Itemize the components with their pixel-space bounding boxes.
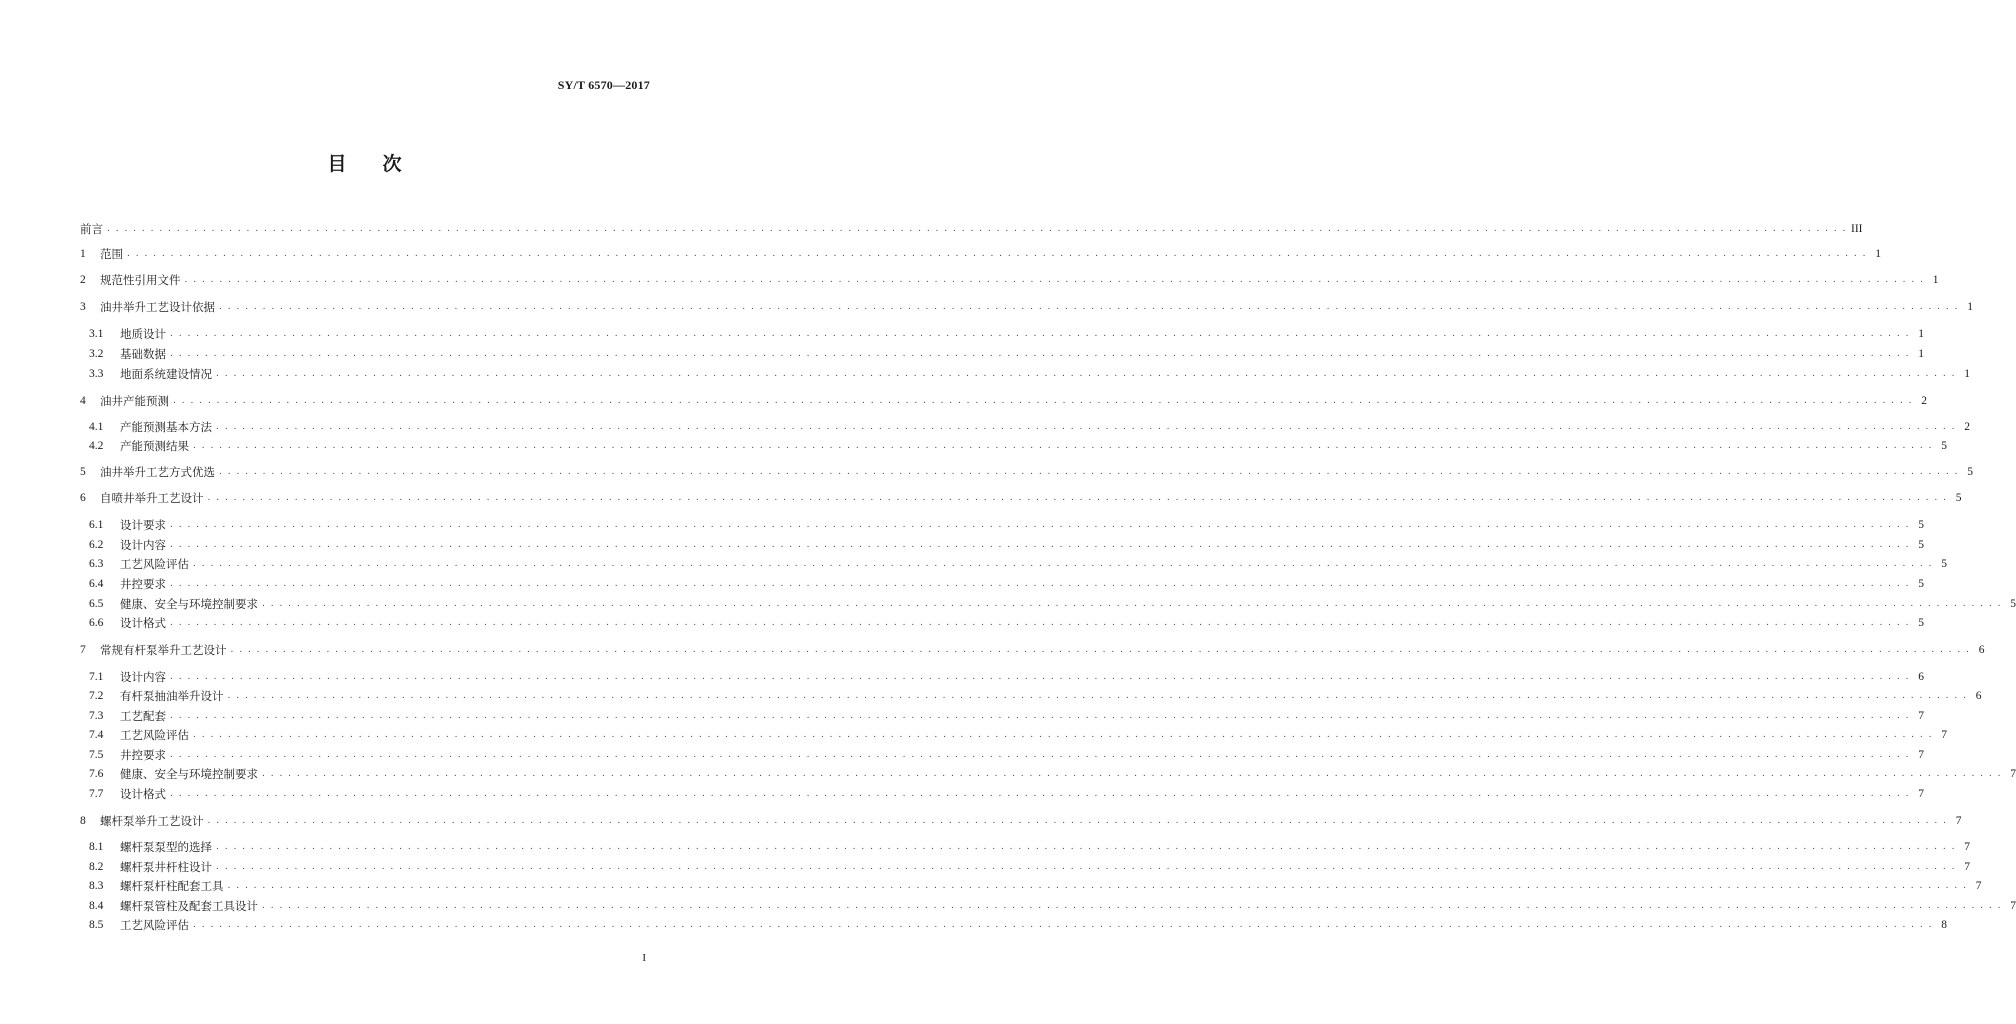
toc-entry-number: 3.3 [89,368,104,380]
toc-entry-page: 7 [1975,880,1982,892]
toc-entry-page: 5 [1918,578,1924,590]
toc-entry-number: 8 [80,815,86,827]
toc-entry[interactable] [80,555,1947,573]
toc-entry-number: 4.2 [89,440,104,452]
toc-entry-title: 螺杆泵管柱及配套工具设计 [120,899,258,913]
toc-entry[interactable] [80,298,1973,316]
toc-entry-title: 健康、安全与环境控制要求 [120,767,258,781]
toc-entry-page: 8 [1941,919,1947,931]
toc-entry-title: 规范性引用文件 [100,273,181,287]
toc-entry-title: 油井举升工艺设计依据 [100,300,215,314]
toc-entry-number: 7.1 [89,671,104,683]
toc-entry-number: 2 [80,274,86,286]
toc-entry-page: 5 [1967,466,1973,478]
toc-entry[interactable] [80,245,1881,263]
page-number: I [642,952,646,964]
toc-entry[interactable] [80,325,1924,343]
toc-leader-dots: . . . . . . . . . . . . . . . . . . . . . . . . . . . . . . . . . . . . . . . . . . . . . . . . . . . . . . . . . . . . . . . . . . . . . . . . . . . . . . . . . . . . . . . . . . . . . . . . . . . . . . . . . . . . . . . . . . . . . . . . . . . . . . . . . . . . . . . . . . . . . . . . . . . . . . . . . . . . . . . . . . . . . . . . . . . . . . . . . . . . . . . . . . . . . . . . . . . . . . . . [219,302,1959,312]
toc-entry-page: 7 [1918,788,1924,800]
toc-entry-title: 设计格式 [120,616,166,630]
toc-entry[interactable] [80,220,1863,238]
toc-leader-dots: . . . . . . . . . . . . . . . . . . . . . . . . . . . . . . . . . . . . . . . . . . . . . . . . . . . . . . . . . . . . . . . . . . . . . . . . . . . . . . . . . . . . . . . . . . . . . . . . . . . . . . . . . . . . . . . . . . . . . . . . . . . . . . . . . . . . . . . . . . . . . . . . . . . . . . . . . . . . . . . . . . . . . . . . . . . . . . . . . . . . . . . . . . . . . . . . . . . . . . . . [170,672,1910,682]
toc-entry[interactable] [80,726,1947,744]
toc-entry-number: 7.3 [89,710,104,722]
toc-entry-page: 5 [1918,617,1924,629]
toc-entry[interactable] [80,641,1985,659]
toc-leader-dots: . . . . . . . . . . . . . . . . . . . . . . . . . . . . . . . . . . . . . . . . . . . . . . . . . . . . . . . . . . . . . . . . . . . . . . . . . . . . . . . . . . . . . . . . . . . . . . . . . . . . . . . . . . . . . . . . . . . . . . . . . . . . . . . . . . . . . . . . . . . . . . . . . . . . . . . . . . . . . . . . . . . . . . . . . . . . . . . . . . . . . . . . . . . . . . . . . . . . . . . . [193,730,1933,740]
toc-entry-title: 产能预测基本方法 [120,420,212,434]
toc-leader-dots: . . . . . . . . . . . . . . . . . . . . . . . . . . . . . . . . . . . . . . . . . . . . . . . . . . . . . . . . . . . . . . . . . . . . . . . . . . . . . . . . . . . . . . . . . . . . . . . . . . . . . . . . . . . . . . . . . . . . . . . . . . . . . . . . . . . . . . . . . . . . . . . . . . . . . . . . . . . . . . . . . . . . . . . . . . . . . . . . . . . . . . . . . . . . . . . . . . . . . . . . [207,493,1948,503]
toc-entry-title: 健康、安全与环境控制要求 [120,597,258,611]
toc-entry-title: 工艺风险评估 [120,557,189,571]
toc-leader-dots: . . . . . . . . . . . . . . . . . . . . . . . . . . . . . . . . . . . . . . . . . . . . . . . . . . . . . . . . . . . . . . . . . . . . . . . . . . . . . . . . . . . . . . . . . . . . . . . . . . . . . . . . . . . . . . . . . . . . . . . . . . . . . . . . . . . . . . . . . . . . . . . . . . . . . . . . . . . . . . . . . . . . . . . . . . . . . . . . . . . . . . . . . . . . . . . . . . . . . . . . [170,329,1910,339]
toc-entry-number: 7 [80,644,86,656]
toc-entry[interactable] [80,418,1970,436]
toc-entry-title: 螺杆泵井杆柱设计 [120,860,212,874]
toc-entry-page: 7 [1955,815,1962,827]
toc-leader-dots: . . . . . . . . . . . . . . . . . . . . . . . . . . . . . . . . . . . . . . . . . . . . . . . . . . . . . . . . . . . . . . . . . . . . . . . . . . . . . . . . . . . . . . . . . . . . . . . . . . . . . . . . . . . . . . . . . . . . . . . . . . . . . . . . . . . . . . . . . . . . . . . . . . . . . . . . . . . . . . . . . . . . . . . . . . . . . . . . . . . . . . . . . . . . . . . . . . . . . . . . [262,599,2002,609]
toc-leader-dots: . . . . . . . . . . . . . . . . . . . . . . . . . . . . . . . . . . . . . . . . . . . . . . . . . . . . . . . . . . . . . . . . . . . . . . . . . . . . . . . . . . . . . . . . . . . . . . . . . . . . . . . . . . . . . . . . . . . . . . . . . . . . . . . . . . . . . . . . . . . . . . . . . . . . . . . . . . . . . . . . . . . . . . . . . . . . . . . . . . . . . . . . . . . . . . . . . . . . . . . . [127,249,1867,259]
toc-entry-number: 6.5 [89,598,104,610]
toc-leader-dots: . . . . . . . . . . . . . . . . . . . . . . . . . . . . . . . . . . . . . . . . . . . . . . . . . . . . . . . . . . . . . . . . . . . . . . . . . . . . . . . . . . . . . . . . . . . . . . . . . . . . . . . . . . . . . . . . . . . . . . . . . . . . . . . . . . . . . . . . . . . . . . . . . . . . . . . . . . . . . . . . . . . . . . . . . . . . . . . . . . . . . . . . . . . . . . . . . . . . . . . . [170,540,1910,550]
toc-entry-number: 8.5 [89,919,104,931]
toc-entry-number: 7.7 [89,788,104,800]
toc-entry[interactable] [80,595,2016,613]
toc-entry-number: 7.2 [89,690,104,702]
toc-entry-page: 7 [2010,768,2016,780]
toc-entry-page: 6 [1978,644,1985,656]
toc-entry-page: 1 [1918,348,1924,360]
toc-leader-dots: . . . . . . . . . . . . . . . . . . . . . . . . . . . . . . . . . . . . . . . . . . . . . . . . . . . . . . . . . . . . . . . . . . . . . . . . . . . . . . . . . . . . . . . . . . . . . . . . . . . . . . . . . . . . . . . . . . . . . . . . . . . . . . . . . . . . . . . . . . . . . . . . . . . . . . . . . . . . . . . . . . . . . . . . . . . . . . . . . . . . . . . . . . . . . . . . . . . . . . . . [170,618,1910,628]
toc-entry-page: 5 [2010,598,2016,610]
toc-entry-page: 7 [1964,861,1970,873]
toc-entry-page: 2 [1921,395,1927,407]
toc-entry-title: 常规有杆泵举升工艺设计 [100,643,227,657]
toc-entry-page: 7 [1918,710,1924,722]
toc-leader-dots: . . . . . . . . . . . . . . . . . . . . . . . . . . . . . . . . . . . . . . . . . . . . . . . . . . . . . . . . . . . . . . . . . . . . . . . . . . . . . . . . . . . . . . . . . . . . . . . . . . . . . . . . . . . . . . . . . . . . . . . . . . . . . . . . . . . . . . . . . . . . . . . . . . . . . . . . . . . . . . . . . . . . . . . . . . . . . . . . . . . . . . . . . . . . . . . . . . . . . . . . [193,920,1933,930]
toc-entry[interactable] [80,765,2016,783]
toc-entry[interactable] [80,489,1962,507]
toc-entry[interactable] [80,463,1973,481]
toc-entry[interactable] [80,365,1970,383]
toc-entry-title: 工艺配套 [120,709,166,723]
toc-leader-dots: . . . . . . . . . . . . . . . . . . . . . . . . . . . . . . . . . . . . . . . . . . . . . . . . . . . . . . . . . . . . . . . . . . . . . . . . . . . . . . . . . . . . . . . . . . . . . . . . . . . . . . . . . . . . . . . . . . . . . . . . . . . . . . . . . . . . . . . . . . . . . . . . . . . . . . . . . . . . . . . . . . . . . . . . . . . . . . . . . . . . . . . . . . . . . . . . . . . . . . . . [193,559,1933,569]
toc-entry-title: 螺杆泵泵型的选择 [120,840,212,854]
toc-entry-number: 7.4 [89,729,104,741]
toc-leader-dots: . . . . . . . . . . . . . . . . . . . . . . . . . . . . . . . . . . . . . . . . . . . . . . . . . . . . . . . . . . . . . . . . . . . . . . . . . . . . . . . . . . . . . . . . . . . . . . . . . . . . . . . . . . . . . . . . . . . . . . . . . . . . . . . . . . . . . . . . . . . . . . . . . . . . . . . . . . . . . . . . . . . . . . . . . . . . . . . . . . . . . . . . . . . . . . . . . . . . . . . . [227,881,1968,891]
toc-entry[interactable] [80,785,1924,803]
toc-leader-dots: . . . . . . . . . . . . . . . . . . . . . . . . . . . . . . . . . . . . . . . . . . . . . . . . . . . . . . . . . . . . . . . . . . . . . . . . . . . . . . . . . . . . . . . . . . . . . . . . . . . . . . . . . . . . . . . . . . . . . . . . . . . . . . . . . . . . . . . . . . . . . . . . . . . . . . . . . . . . . . . . . . . . . . . . . . . . . . . . . . . . . . . . . . . . . . . . . . . . . . . . [216,842,1956,852]
toc-entry-title: 油井产能预测 [100,394,169,408]
toc-entry-page: 1 [1918,328,1924,340]
toc-entry-number: 5 [80,466,86,478]
toc-entry-title: 地质设计 [120,327,166,341]
toc-entry[interactable] [80,437,1947,455]
toc-entry-number: 6.4 [89,578,104,590]
toc-entry-page: 6 [1975,690,1982,702]
table-of-contents [80,0,2016,1000]
toc-entry-title: 范围 [100,247,123,261]
toc-entry-page: 1 [1964,368,1970,380]
toc-entry-page: 5 [1918,539,1924,551]
toc-entry-title: 地面系统建设情况 [120,367,212,381]
toc-entry-number: 8.1 [89,841,104,853]
toc-leader-dots: . . . . . . . . . . . . . . . . . . . . . . . . . . . . . . . . . . . . . . . . . . . . . . . . . . . . . . . . . . . . . . . . . . . . . . . . . . . . . . . . . . . . . . . . . . . . . . . . . . . . . . . . . . . . . . . . . . . . . . . . . . . . . . . . . . . . . . . . . . . . . . . . . . . . . . . . . . . . . . . . . . . . . . . . . . . . . . . . . . . . . . . . . . . . . . . . . . . . . . . . [170,349,1910,359]
toc-leader-dots: . . . . . . . . . . . . . . . . . . . . . . . . . . . . . . . . . . . . . . . . . . . . . . . . . . . . . . . . . . . . . . . . . . . . . . . . . . . . . . . . . . . . . . . . . . . . . . . . . . . . . . . . . . . . . . . . . . . . . . . . . . . . . . . . . . . . . . . . . . . . . . . . . . . . . . . . . . . . . . . . . . . . . . . . . . . . . . . . . . . . . . . . . . . . . . . . . . . . . . . . [216,369,1956,379]
toc-leader-dots: . . . . . . . . . . . . . . . . . . . . . . . . . . . . . . . . . . . . . . . . . . . . . . . . . . . . . . . . . . . . . . . . . . . . . . . . . . . . . . . . . . . . . . . . . . . . . . . . . . . . . . . . . . . . . . . . . . . . . . . . . . . . . . . . . . . . . . . . . . . . . . . . . . . . . . . . . . . . . . . . . . . . . . . . . . . . . . . . . . . . . . . . . . . . . . . . . . . . . . . . [219,467,1959,477]
toc-entry[interactable] [80,746,1924,764]
toc-leader-dots: . . . . . . . . . . . . . . . . . . . . . . . . . . . . . . . . . . . . . . . . . . . . . . . . . . . . . . . . . . . . . . . . . . . . . . . . . . . . . . . . . . . . . . . . . . . . . . . . . . . . . . . . . . . . . . . . . . . . . . . . . . . . . . . . . . . . . . . . . . . . . . . . . . . . . . . . . . . . . . . . . . . . . . . . . . . . . . . . . . . . . . . . . . . . . . . . . . . . . . . . [170,579,1910,589]
toc-entry-number: 6.2 [89,539,104,551]
toc-entry-number: 7.6 [89,768,104,780]
toc-leader-dots: . . . . . . . . . . . . . . . . . . . . . . . . . . . . . . . . . . . . . . . . . . . . . . . . . . . . . . . . . . . . . . . . . . . . . . . . . . . . . . . . . . . . . . . . . . . . . . . . . . . . . . . . . . . . . . . . . . . . . . . . . . . . . . . . . . . . . . . . . . . . . . . . . . . . . . . . . . . . . . . . . . . . . . . . . . . . . . . . . . . . . . . . . . . . . . . . . . . . . . . . [230,645,1971,655]
toc-entry-title: 工艺风险评估 [120,918,189,932]
toc-leader-dots: . . . . . . . . . . . . . . . . . . . . . . . . . . . . . . . . . . . . . . . . . . . . . . . . . . . . . . . . . . . . . . . . . . . . . . . . . . . . . . . . . . . . . . . . . . . . . . . . . . . . . . . . . . . . . . . . . . . . . . . . . . . . . . . . . . . . . . . . . . . . . . . . . . . . . . . . . . . . . . . . . . . . . . . . . . . . . . . . . . . . . . . . . . . . . . . . . . . . . . . . [262,901,2002,911]
toc-entry[interactable] [80,614,1924,632]
toc-leader-dots: . . . . . . . . . . . . . . . . . . . . . . . . . . . . . . . . . . . . . . . . . . . . . . . . . . . . . . . . . . . . . . . . . . . . . . . . . . . . . . . . . . . . . . . . . . . . . . . . . . . . . . . . . . . . . . . . . . . . . . . . . . . . . . . . . . . . . . . . . . . . . . . . . . . . . . . . . . . . . . . . . . . . . . . . . . . . . . . . . . . . . . . . . . . . . . . . . . . . . . . . [184,275,1925,285]
toc-leader-dots: . . . . . . . . . . . . . . . . . . . . . . . . . . . . . . . . . . . . . . . . . . . . . . . . . . . . . . . . . . . . . . . . . . . . . . . . . . . . . . . . . . . . . . . . . . . . . . . . . . . . . . . . . . . . . . . . . . . . . . . . . . . . . . . . . . . . . . . . . . . . . . . . . . . . . . . . . . . . . . . . . . . . . . . . . . . . . . . . . . . . . . . . . . . . . . . . . . . . . . . . [173,396,1913,406]
toc-entry[interactable] [80,536,1924,554]
toc-leader-dots: . . . . . . . . . . . . . . . . . . . . . . . . . . . . . . . . . . . . . . . . . . . . . . . . . . . . . . . . . . . . . . . . . . . . . . . . . . . . . . . . . . . . . . . . . . . . . . . . . . . . . . . . . . . . . . . . . . . . . . . . . . . . . . . . . . . . . . . . . . . . . . . . . . . . . . . . . . . . . . . . . . . . . . . . . . . . . . . . . . . . . . . . . . . . . . . . . . . . . . . . [170,789,1910,799]
toc-entry[interactable] [80,838,1970,856]
toc-entry-page: 1 [1875,248,1881,260]
toc-leader-dots: . . . . . . . . . . . . . . . . . . . . . . . . . . . . . . . . . . . . . . . . . . . . . . . . . . . . . . . . . . . . . . . . . . . . . . . . . . . . . . . . . . . . . . . . . . . . . . . . . . . . . . . . . . . . . . . . . . . . . . . . . . . . . . . . . . . . . . . . . . . . . . . . . . . . . . . . . . . . . . . . . . . . . . . . . . . . . . . . . . . . . . . . . . . . . . . . . . . . . . . . [227,691,1968,701]
toc-entry[interactable] [80,812,1962,830]
toc-entry[interactable] [80,687,1982,705]
toc-leader-dots: . . . . . . . . . . . . . . . . . . . . . . . . . . . . . . . . . . . . . . . . . . . . . . . . . . . . . . . . . . . . . . . . . . . . . . . . . . . . . . . . . . . . . . . . . . . . . . . . . . . . . . . . . . . . . . . . . . . . . . . . . . . . . . . . . . . . . . . . . . . . . . . . . . . . . . . . . . . . . . . . . . . . . . . . . . . . . . . . . . . . . . . . . . . . . . . . . . . . . . . . [107,224,1847,234]
toc-entry[interactable] [80,575,1924,593]
toc-entry[interactable] [80,271,1939,289]
toc-entry-title: 基础数据 [120,347,166,361]
toc-entry-title: 井控要求 [120,748,166,762]
toc-leader-dots: . . . . . . . . . . . . . . . . . . . . . . . . . . . . . . . . . . . . . . . . . . . . . . . . . . . . . . . . . . . . . . . . . . . . . . . . . . . . . . . . . . . . . . . . . . . . . . . . . . . . . . . . . . . . . . . . . . . . . . . . . . . . . . . . . . . . . . . . . . . . . . . . . . . . . . . . . . . . . . . . . . . . . . . . . . . . . . . . . . . . . . . . . . . . . . . . . . . . . . . . [216,862,1956,872]
toc-entry-page: 2 [1964,421,1970,433]
toc-entry-title: 设计内容 [120,670,166,684]
toc-entry-title: 前言 [80,222,103,236]
toc-entry-page: 7 [1941,729,1947,741]
toc-leader-dots: . . . . . . . . . . . . . . . . . . . . . . . . . . . . . . . . . . . . . . . . . . . . . . . . . . . . . . . . . . . . . . . . . . . . . . . . . . . . . . . . . . . . . . . . . . . . . . . . . . . . . . . . . . . . . . . . . . . . . . . . . . . . . . . . . . . . . . . . . . . . . . . . . . . . . . . . . . . . . . . . . . . . . . . . . . . . . . . . . . . . . . . . . . . . . . . . . . . . . . . . [170,711,1910,721]
toc-entry-number: 3 [80,301,86,313]
toc-entry[interactable] [80,707,1924,725]
toc-entry-page: 6 [1918,671,1924,683]
toc-entry-title: 设计格式 [120,787,166,801]
toc-entry-title: 螺杆泵杆柱配套工具 [120,879,224,893]
toc-leader-dots: . . . . . . . . . . . . . . . . . . . . . . . . . . . . . . . . . . . . . . . . . . . . . . . . . . . . . . . . . . . . . . . . . . . . . . . . . . . . . . . . . . . . . . . . . . . . . . . . . . . . . . . . . . . . . . . . . . . . . . . . . . . . . . . . . . . . . . . . . . . . . . . . . . . . . . . . . . . . . . . . . . . . . . . . . . . . . . . . . . . . . . . . . . . . . . . . . . . . . . . . [170,750,1910,760]
toc-entry-number: 4 [80,395,86,407]
toc-leader-dots: . . . . . . . . . . . . . . . . . . . . . . . . . . . . . . . . . . . . . . . . . . . . . . . . . . . . . . . . . . . . . . . . . . . . . . . . . . . . . . . . . . . . . . . . . . . . . . . . . . . . . . . . . . . . . . . . . . . . . . . . . . . . . . . . . . . . . . . . . . . . . . . . . . . . . . . . . . . . . . . . . . . . . . . . . . . . . . . . . . . . . . . . . . . . . . . . . . . . . . . . [262,769,2002,779]
toc-entry-number: 7.5 [89,749,104,761]
toc-entry-page: 1 [1967,301,1973,313]
toc-entry-page: 7 [2010,900,2016,912]
toc-entry-number: 6.6 [89,617,104,629]
toc-entry-number: 8.3 [89,880,104,892]
toc-entry[interactable] [80,858,1970,876]
toc-entry-title: 井控要求 [120,577,166,591]
toc-entry-number: 8.4 [89,900,104,912]
toc-entry-page: 7 [1918,749,1924,761]
toc-entry-title: 工艺风险评估 [120,728,189,742]
toc-entry-number: 8.2 [89,861,104,873]
toc-entry[interactable] [80,392,1927,410]
toc-entry-number: 3.2 [89,348,104,360]
page-title-char-1: 目 [327,153,347,175]
toc-entry-number: 6 [80,492,86,504]
toc-entry-title: 螺杆泵举升工艺设计 [100,814,204,828]
toc-entry-title: 自喷井举升工艺设计 [100,491,204,505]
toc-entry-title: 产能预测结果 [120,439,189,453]
standard-code: SY/T 6570—2017 [557,78,650,92]
toc-entry-page: 5 [1941,558,1947,570]
toc-leader-dots: . . . . . . . . . . . . . . . . . . . . . . . . . . . . . . . . . . . . . . . . . . . . . . . . . . . . . . . . . . . . . . . . . . . . . . . . . . . . . . . . . . . . . . . . . . . . . . . . . . . . . . . . . . . . . . . . . . . . . . . . . . . . . . . . . . . . . . . . . . . . . . . . . . . . . . . . . . . . . . . . . . . . . . . . . . . . . . . . . . . . . . . . . . . . . . . . . . . . . . . . [170,520,1910,530]
toc-leader-dots: . . . . . . . . . . . . . . . . . . . . . . . . . . . . . . . . . . . . . . . . . . . . . . . . . . . . . . . . . . . . . . . . . . . . . . . . . . . . . . . . . . . . . . . . . . . . . . . . . . . . . . . . . . . . . . . . . . . . . . . . . . . . . . . . . . . . . . . . . . . . . . . . . . . . . . . . . . . . . . . . . . . . . . . . . . . . . . . . . . . . . . . . . . . . . . . . . . . . . . . . [216,422,1956,432]
toc-entry-title: 油井举升工艺方式优选 [100,465,215,479]
toc-entry[interactable] [80,877,1982,895]
toc-entry-title: 有杆泵抽油举升设计 [120,689,224,703]
toc-entry[interactable] [80,516,1924,534]
toc-entry-title: 设计内容 [120,538,166,552]
toc-entry[interactable] [80,897,2016,915]
toc-entry-title: 设计要求 [120,518,166,532]
toc-entry-page: 7 [1964,841,1970,853]
toc-entry-number: 6.1 [89,519,104,531]
toc-leader-dots: . . . . . . . . . . . . . . . . . . . . . . . . . . . . . . . . . . . . . . . . . . . . . . . . . . . . . . . . . . . . . . . . . . . . . . . . . . . . . . . . . . . . . . . . . . . . . . . . . . . . . . . . . . . . . . . . . . . . . . . . . . . . . . . . . . . . . . . . . . . . . . . . . . . . . . . . . . . . . . . . . . . . . . . . . . . . . . . . . . . . . . . . . . . . . . . . . . . . . . . . [207,816,1948,826]
toc-entry-page: 5 [1955,492,1962,504]
toc-entry[interactable] [80,916,1947,934]
toc-entry-page: 1 [1932,274,1939,286]
toc-entry-number: 1 [80,248,86,260]
toc-entry-page: 5 [1918,519,1924,531]
page-title-char-2: 次 [382,153,402,175]
toc-entry[interactable] [80,345,1924,363]
toc-leader-dots: . . . . . . . . . . . . . . . . . . . . . . . . . . . . . . . . . . . . . . . . . . . . . . . . . . . . . . . . . . . . . . . . . . . . . . . . . . . . . . . . . . . . . . . . . . . . . . . . . . . . . . . . . . . . . . . . . . . . . . . . . . . . . . . . . . . . . . . . . . . . . . . . . . . . . . . . . . . . . . . . . . . . . . . . . . . . . . . . . . . . . . . . . . . . . . . . . . . . . . . . [193,441,1933,451]
toc-entry-page: III [1850,223,1863,235]
toc-entry-number: 4.1 [89,421,104,433]
toc-entry-page: 5 [1941,440,1947,452]
toc-entry-number: 6.3 [89,558,104,570]
toc-entry[interactable] [80,668,1924,686]
toc-entry-number: 3.1 [89,328,104,340]
